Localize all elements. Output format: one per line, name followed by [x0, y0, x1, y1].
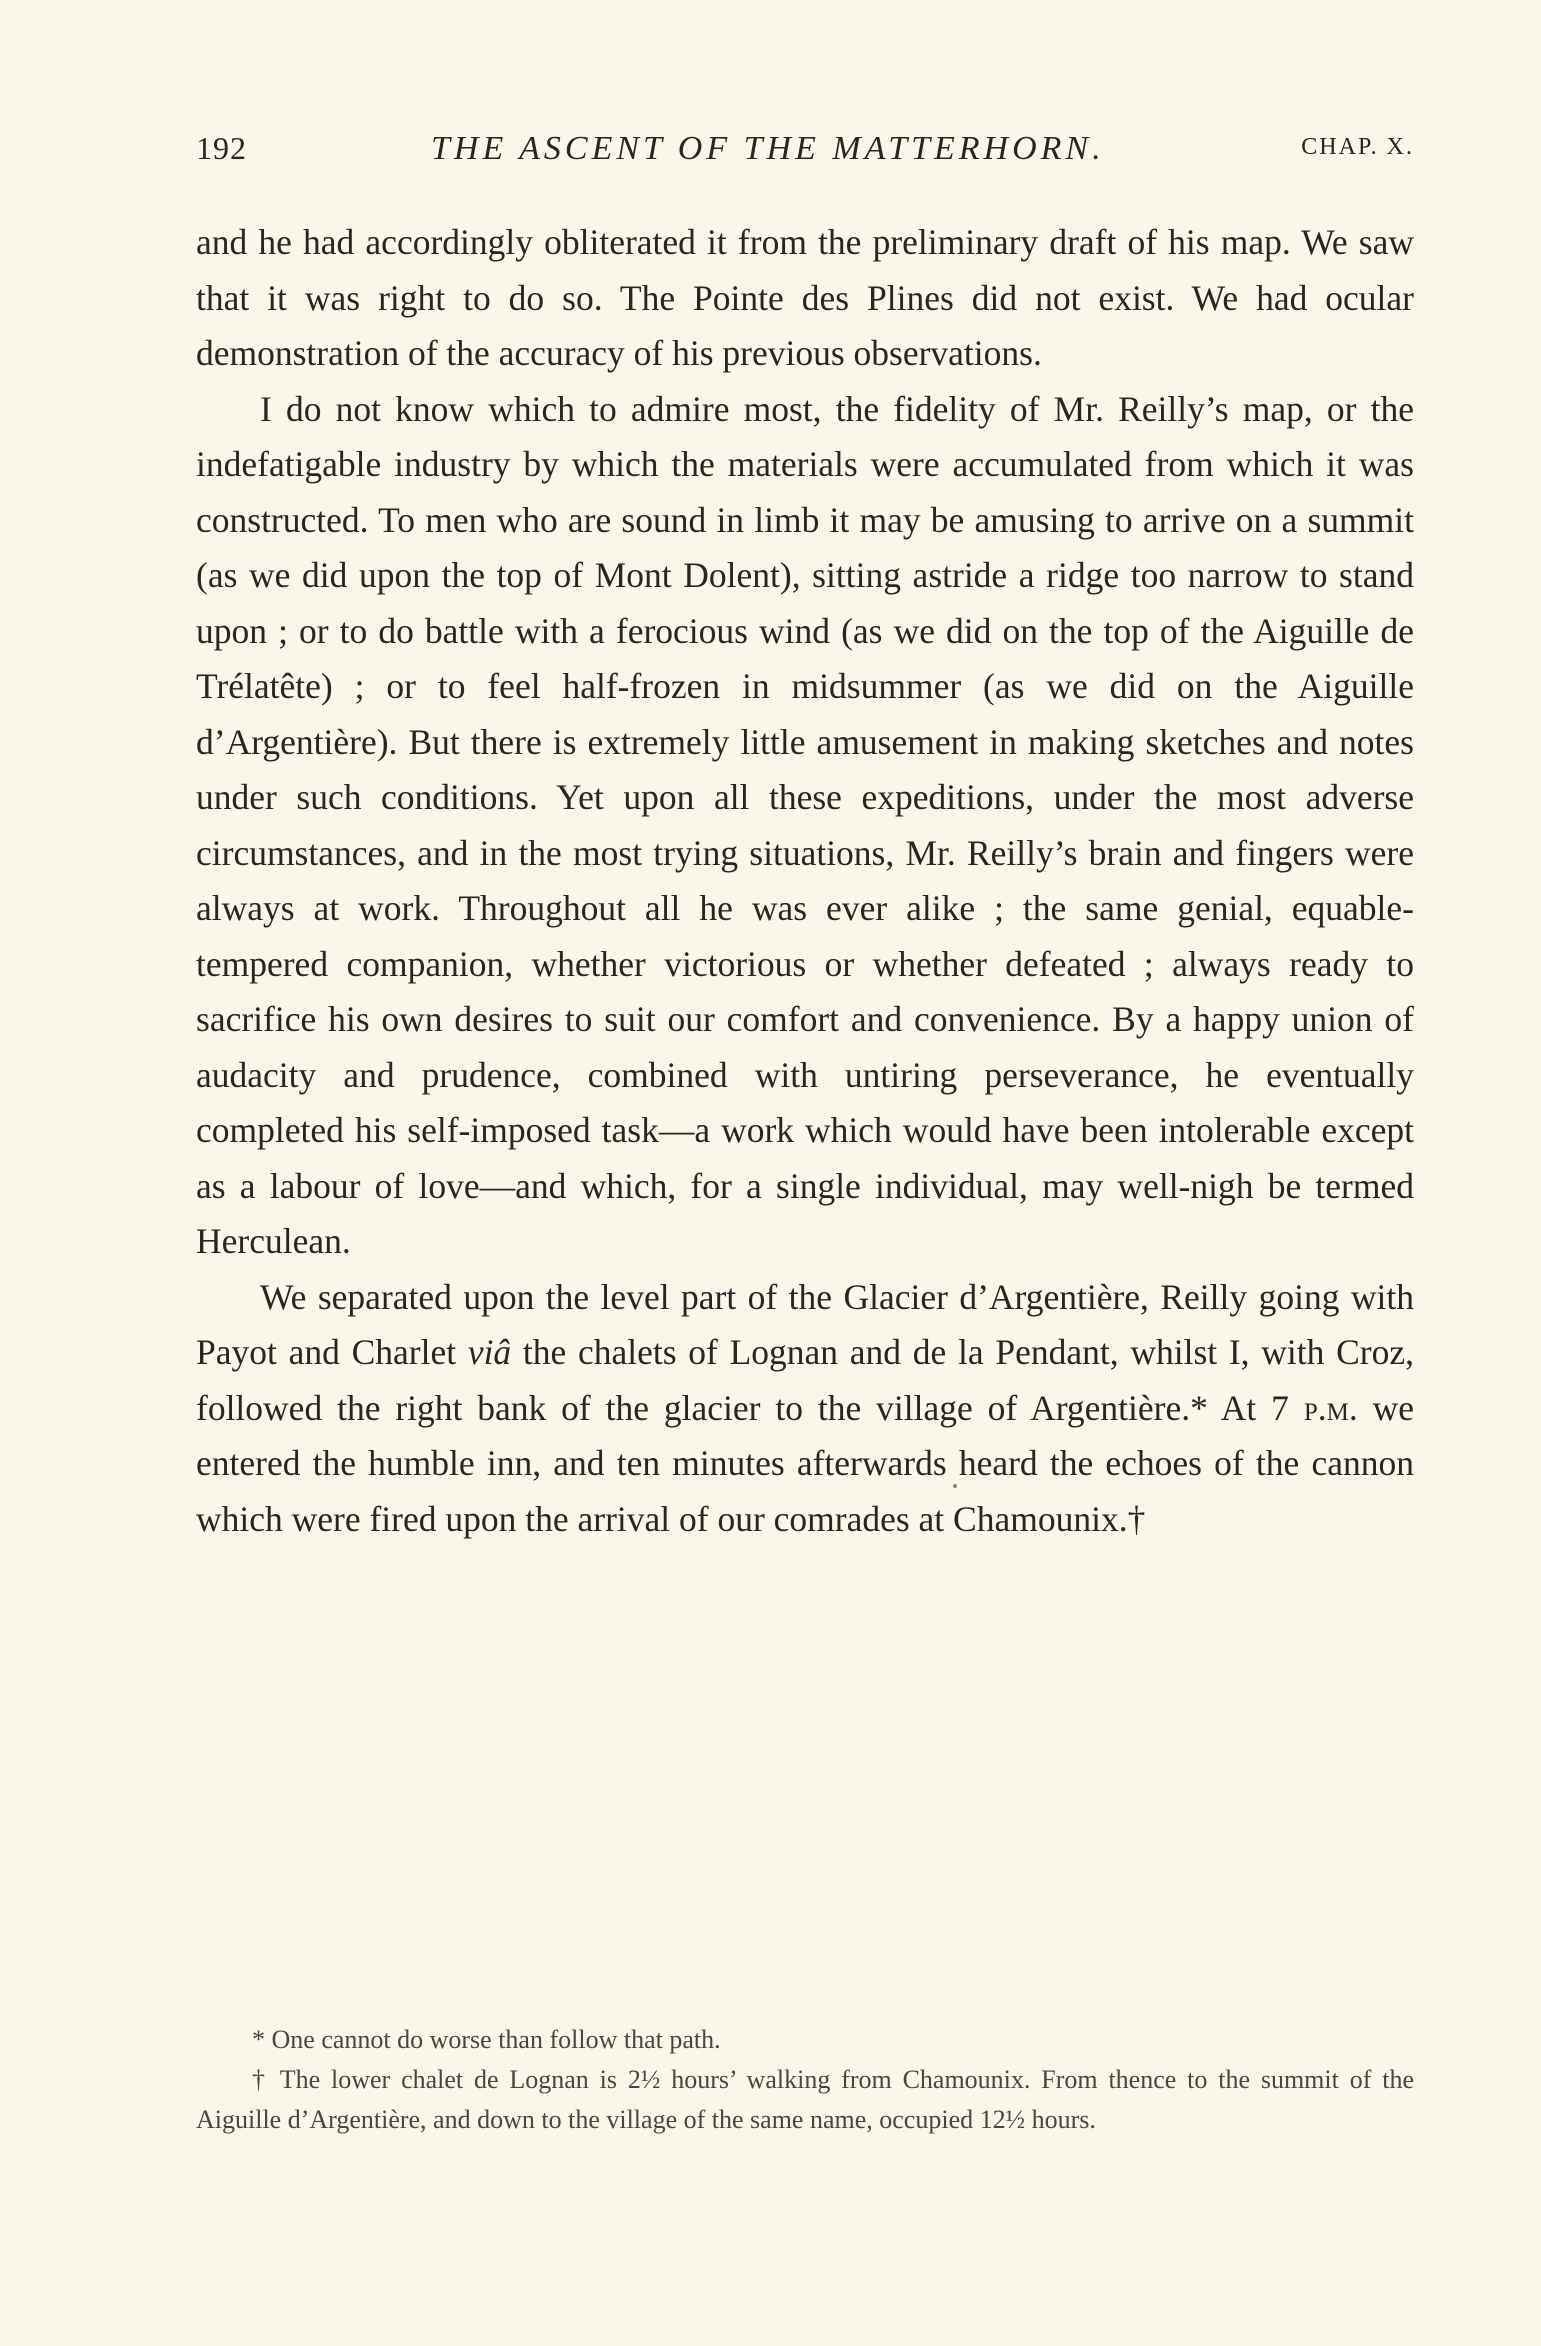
paragraph-part: We separated upon the level part of the Glacier d’Argentière, Reilly going with Payot and Charlet: [196, 1276, 1414, 1372]
paragraph-part: we entered the humble inn, and ten minutes afterwards heard the echoes of the cannon which were fired upon the arrival of our comrades at Chamounix.†: [196, 1387, 1415, 1539]
ink-speck: [953, 1484, 957, 1488]
paragraph-continued: and he had accordingly obliterated it from the preliminary draft of his map. We saw that it was right to do so. The Pointe des Plines did not exist. We had ocular demonstration of the accuracy of his previous observations.: [196, 222, 1414, 373]
paragraph-part: the chalets of Lognan and de la Pendant, whilst I, with Croz, followed the right bank of the glacier to the village of Argentière.* At 7: [196, 1332, 1415, 1428]
running-title: THE ASCENT OF THE MATTERHORN.: [431, 130, 1105, 167]
footnotes: [196, 2020, 1414, 2140]
running-head: [196, 130, 1414, 170]
paragraph-reilly-map: I do not know which to admire most, the fidelity of Mr. Reilly’s map, or the indefatigable industry by which the materials were accumulated from which it was constructed. To men who are sound in limb it may be amusing to arrive on a summit (as we did upon the top of Mont Dolent), sitting astride a ridge too narrow to stand upon ; or to do battle with a ferocious wind (as we did on the top of the Aiguille de Trélatête) ; or to feel half-frozen in midsummer (as we did on the Aiguille d’Argentière). But there is extremely little amusement in making sketches and notes under such conditions. Yet upon all these expeditions, under the most adverse circumstances, and in the most trying situations, Mr. Reilly’s brain and fingers were always at work. Throughout all he was ever alike ; the same genial, equable-tempered companion, whether victorious or whether defeated ; always ready to sacrifice his own desires to suit our comfort and convenience. By a happy union of audacity and prudence, combined with untiring perseverance, he eventually completed his self-imposed task—a work which would have been intolerable except as a labour of love—and which, for a single individual, may well-nigh be termed Herculean.: [196, 388, 1414, 1261]
main-text: [196, 215, 1414, 1547]
time-abbrev: p.m.: [1303, 1387, 1358, 1428]
italic-via: viâ: [467, 1332, 512, 1372]
footnote-1: * One cannot do worse than follow that path.: [252, 2025, 721, 2054]
paragraph-separation: [196, 1270, 1414, 1548]
chapter-label: CHAP. X.: [1301, 134, 1414, 160]
page-number: 192: [196, 130, 247, 166]
footnote-2: † The lower chalet de Lognan is 2½ hours’ walking from Chamounix. From thence to the summit of the Aiguille d’Argentière, and down to the village of the same name, occupied 12½ hours.: [196, 2065, 1414, 2134]
